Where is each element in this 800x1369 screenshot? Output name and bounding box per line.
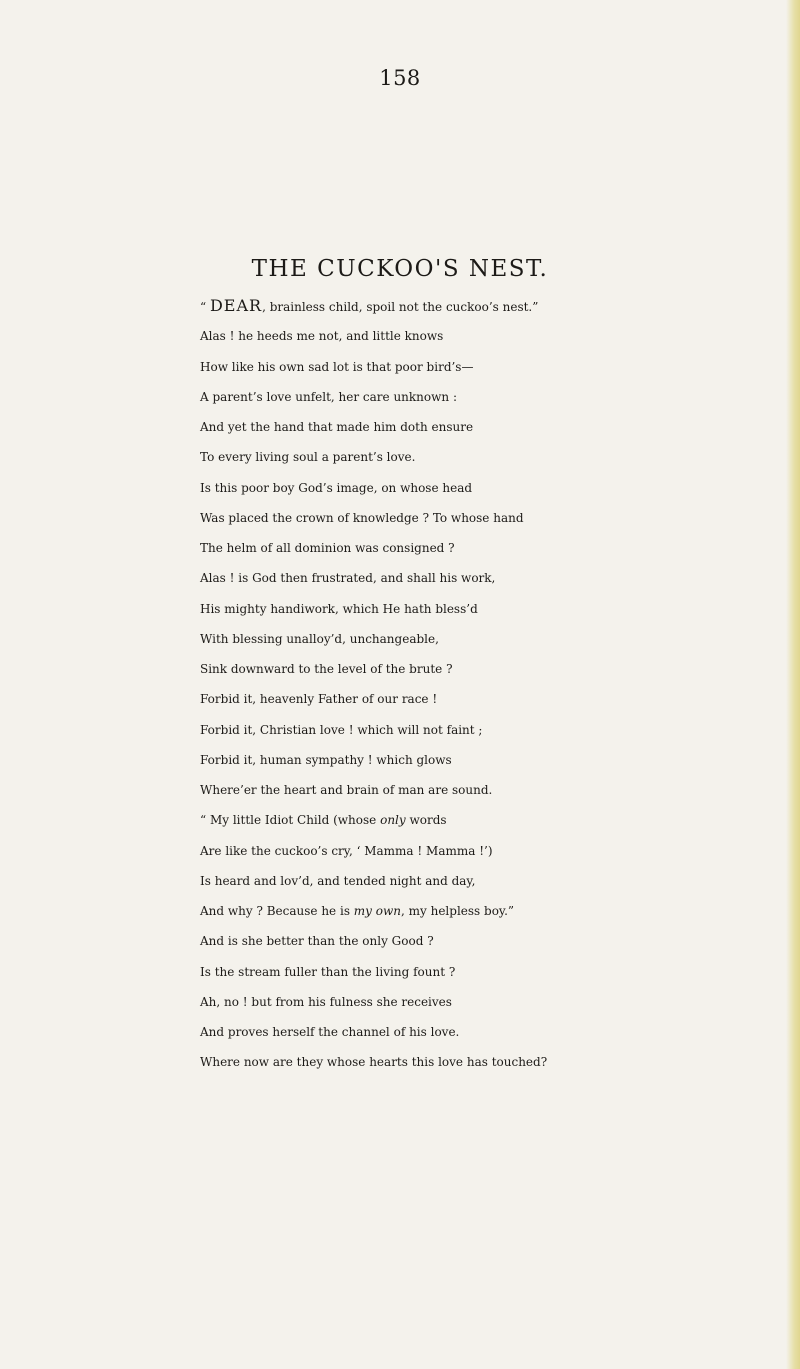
poem-title: THE CUCKOO'S NEST. xyxy=(251,256,549,282)
poem-line: To every living soul a parent’s love. xyxy=(200,450,416,465)
poem-line xyxy=(200,896,798,926)
poem-line: And yet the hand that made him doth ensure xyxy=(200,420,474,434)
poem-line: Alas ! is God then frustrated, and shall his work, xyxy=(200,571,496,586)
poem-line: With blessing unalloy’d, unchangeable, xyxy=(200,631,439,646)
poem-line xyxy=(200,291,798,321)
line-text: words xyxy=(405,813,447,828)
italic-phrase: my own xyxy=(353,904,401,918)
line-text: , brainless child, spoil not the cuckoo’s nest.” xyxy=(262,300,539,314)
poem-line: The helm of all dominion was consigned ? xyxy=(200,541,455,555)
poem-line: Was placed the crown of knowledge ? To whose hand xyxy=(200,510,524,525)
poem-line: Forbid it, heavenly Father of our race ! xyxy=(200,692,438,707)
line-text: And why ? Because he is xyxy=(200,904,354,918)
poem-line: Alas ! he heeds me not, and little knows xyxy=(200,329,444,344)
page-edge-shading xyxy=(786,0,800,1369)
line-text: , my helpless boy.” xyxy=(401,904,515,918)
poem-line: Where’er the heart and brain of man are sound. xyxy=(200,783,493,797)
poem-line: Is heard and lov’d, and tended night and day, xyxy=(200,873,476,888)
poem-line: His mighty handiwork, which He hath bless’d xyxy=(200,601,478,616)
line-text: “ My little Idiot Child (whose xyxy=(200,813,381,828)
opening-quote: “ xyxy=(200,300,210,314)
poem-line: A parent’s love unfelt, her care unknown : xyxy=(200,389,457,404)
poem-line: Ah, no ! but from his fulness she receives xyxy=(200,994,452,1009)
poem-line: And is she better than the only Good ? xyxy=(200,934,434,949)
poem-line: Forbid it, human sympathy ! which glows xyxy=(200,752,452,767)
page-number: 158 xyxy=(379,66,421,90)
poem-line: How like his own sad lot is that poor bird’s— xyxy=(200,359,474,374)
poem-line: Sink downward to the level of the brute ? xyxy=(200,662,453,676)
poem-line xyxy=(200,805,798,835)
poem-body xyxy=(200,291,798,1078)
poem-line: Where now are they whose hearts this love has touched? xyxy=(200,1055,548,1070)
poem-line: Forbid it, Christian love ! which will not faint ; xyxy=(200,722,483,737)
poem-line: And proves herself the channel of his love. xyxy=(200,1025,460,1039)
poem-line: Are like the cuckoo’s cry, ‘ Mamma ! Mamma !’) xyxy=(200,843,493,858)
poem-line: Is this poor boy God’s image, on whose head xyxy=(200,480,473,495)
italic-word: only xyxy=(380,813,406,828)
small-caps-word: DEAR xyxy=(209,296,263,315)
poem-line: Is the stream fuller than the living fount ? xyxy=(200,964,456,979)
